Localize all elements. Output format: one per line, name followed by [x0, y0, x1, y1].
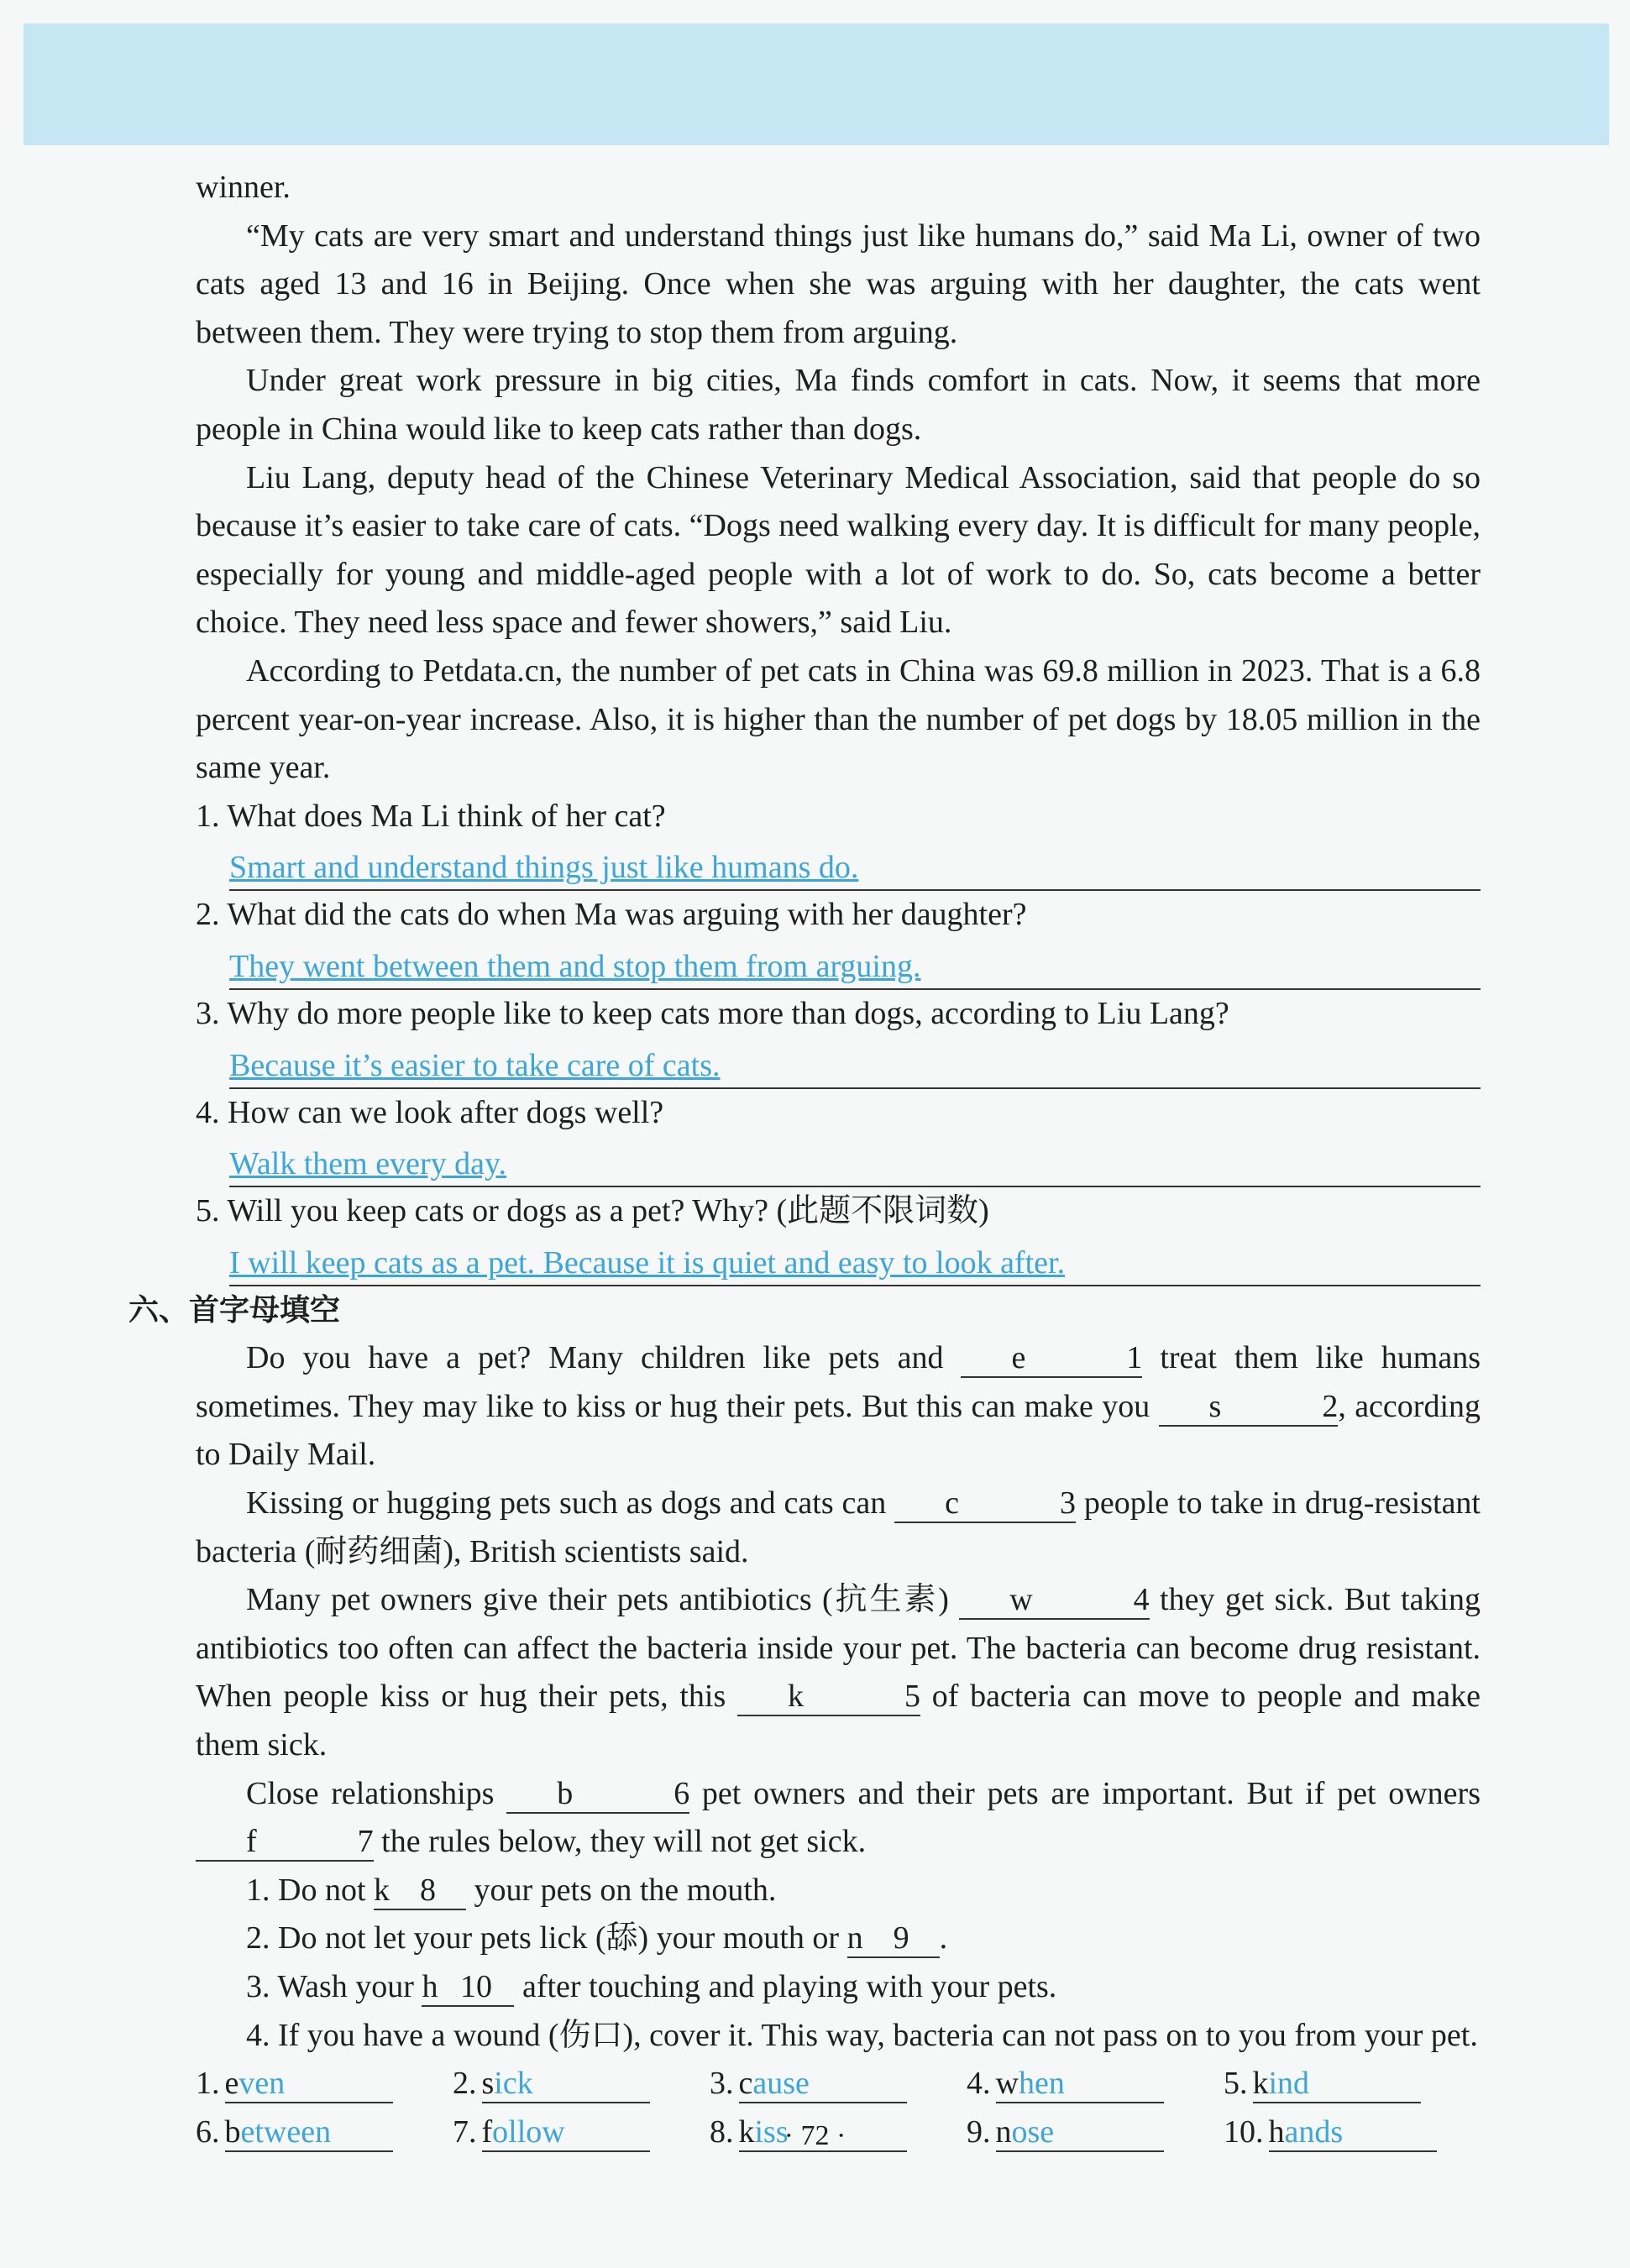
answer-7: 7. follow	[453, 2108, 710, 2157]
question-2	[196, 891, 1481, 990]
header-band	[24, 24, 1609, 145]
passage-p2: Under great work pressure in big cities, Ma finds comfort in cats. Now, it seems that more people in China would like to keep cats rather than dogs.	[196, 363, 1481, 447]
answer-line[interactable]	[229, 1137, 1481, 1187]
rule-2: 2. Do not let your pets lick (舔) your mouth or n 9 .	[246, 1914, 1481, 1963]
question-text: 4. How can we look after dogs well?	[196, 1094, 664, 1130]
answer-row-1	[196, 2060, 1481, 2108]
answer-text: Smart and understand things just like humans do.	[229, 850, 859, 886]
answer-text: They went between them and stop them from arguing.	[229, 948, 921, 984]
answer-line[interactable]	[229, 841, 1481, 891]
blank-7[interactable]: f 7	[196, 1823, 374, 1862]
answer-10: 10. hands	[1224, 2108, 1481, 2157]
cloze-paragraph-2: Kissing or hugging pets such as dogs and cats can c 3 people to take in drug-resistant bacteria (耐药细菌), British scientists said.	[196, 1485, 1481, 1569]
content	[128, 164, 1481, 2156]
passage-p0: winner.	[196, 170, 291, 205]
blank-3[interactable]: c 3	[894, 1485, 1076, 1523]
rule-1: 1. Do not k 8 your pets on the mouth.	[246, 1867, 1481, 1915]
question-text: 1. What does Ma Li think of her cat?	[196, 798, 666, 834]
cloze-paragraph-4: Close relationships b 6 pet owners and their pets are important. But if pet owners f 7 the rules below, they will not get sick.	[196, 1770, 1481, 1867]
answer-3: 3. cause	[710, 2060, 967, 2108]
answer-text: Because it’s easier to take care of cats.	[229, 1047, 721, 1083]
answer-text: Walk them every day.	[229, 1146, 507, 1182]
answer-2: 2. sick	[453, 2060, 710, 2108]
answer-line[interactable]	[229, 1039, 1481, 1089]
cloze-paragraph-3: Many pet owners give their pets antibiotics (抗生素) w 4 they get sick. But taking antibiotics too often can affect the bacteria inside your pet. The bacteria can become drug resistant. When people kiss or hug their pets, this k 5 of bacteria can move to people and make them sick.	[196, 1582, 1481, 1763]
section-title: 六、首字母填空	[128, 1292, 341, 1328]
blank-9[interactable]: n 9	[847, 1920, 940, 1958]
answer-line[interactable]	[229, 940, 1481, 990]
cloze-paragraph-1: Do you have a pet? Many children like pets and e 1 treat them like humans sometimes. They may like to kiss or hug their pets. But this can make you s 2, according to Daily Mail.	[196, 1340, 1481, 1473]
answer-9: 9. nose	[967, 2108, 1224, 2157]
blank-4[interactable]: w 4	[959, 1581, 1149, 1620]
answer-8: 8. kiss	[710, 2108, 967, 2157]
question-4	[196, 1089, 1481, 1188]
answer-4: 4. when	[967, 2060, 1224, 2108]
passage-p4: According to Petdata.cn, the number of pet cats in China was 69.8 million in 2023. That is a 6.8 percent year-on-year increase. Also, it is higher than the number of pet dogs by 18.05 million in the same year.	[196, 652, 1481, 786]
answer-text: I will keep cats as a pet. Because it is quiet and easy to look after.	[229, 1244, 1066, 1281]
blank-1[interactable]: e 1	[961, 1339, 1142, 1378]
blank-10[interactable]: h 10	[422, 1968, 514, 2007]
passage-p3: Liu Lang, deputy head of the Chinese Veterinary Medical Association, said that people do so because it’s easier to take care of cats. “Dogs need walking every day. It is difficult for many people, especially for young and middle-aged people with a lot of work to do. So, cats become a better choice. They need less space and fewer showers,” said Liu.	[196, 459, 1481, 641]
rule-4: 4. If you have a wound (伤口), cover it. This way, bacteria can not pass on to you from your pet.	[246, 2017, 1478, 2053]
blank-5[interactable]: k 5	[737, 1678, 920, 1716]
question-text: 2. What did the cats do when Ma was arguing with her daughter?	[196, 897, 1027, 933]
question-1	[196, 793, 1481, 892]
question-3	[196, 990, 1481, 1089]
question-5	[196, 1187, 1481, 1286]
blank-6[interactable]: b 6	[506, 1775, 689, 1814]
question-text: 3. Why do more people like to keep cats more than dogs, according to Liu Lang?	[196, 995, 1229, 1031]
rule-3: 3. Wash your h 10 after touching and playing with your pets.	[246, 1963, 1481, 2012]
page-number: · 72 ·	[784, 2120, 846, 2151]
answer-line[interactable]	[229, 1236, 1481, 1286]
answer-1: 1. even	[196, 2060, 453, 2108]
passage-p1: “My cats are very smart and understand things just like humans do,” said Ma Li, owner of two cats aged 13 and 16 in Beijing. Once when she was arguing with her daughter, the cats went between them. They were trying to stop them from arguing.	[196, 217, 1481, 350]
question-text: 5. Will you keep cats or dogs as a pet? Why? (此题不限词数)	[196, 1193, 989, 1229]
blank-2[interactable]: s 2	[1159, 1388, 1339, 1427]
answer-5: 5. kind	[1224, 2060, 1481, 2108]
answer-6: 6. between	[196, 2108, 453, 2157]
blank-8[interactable]: k 8	[374, 1872, 466, 1910]
